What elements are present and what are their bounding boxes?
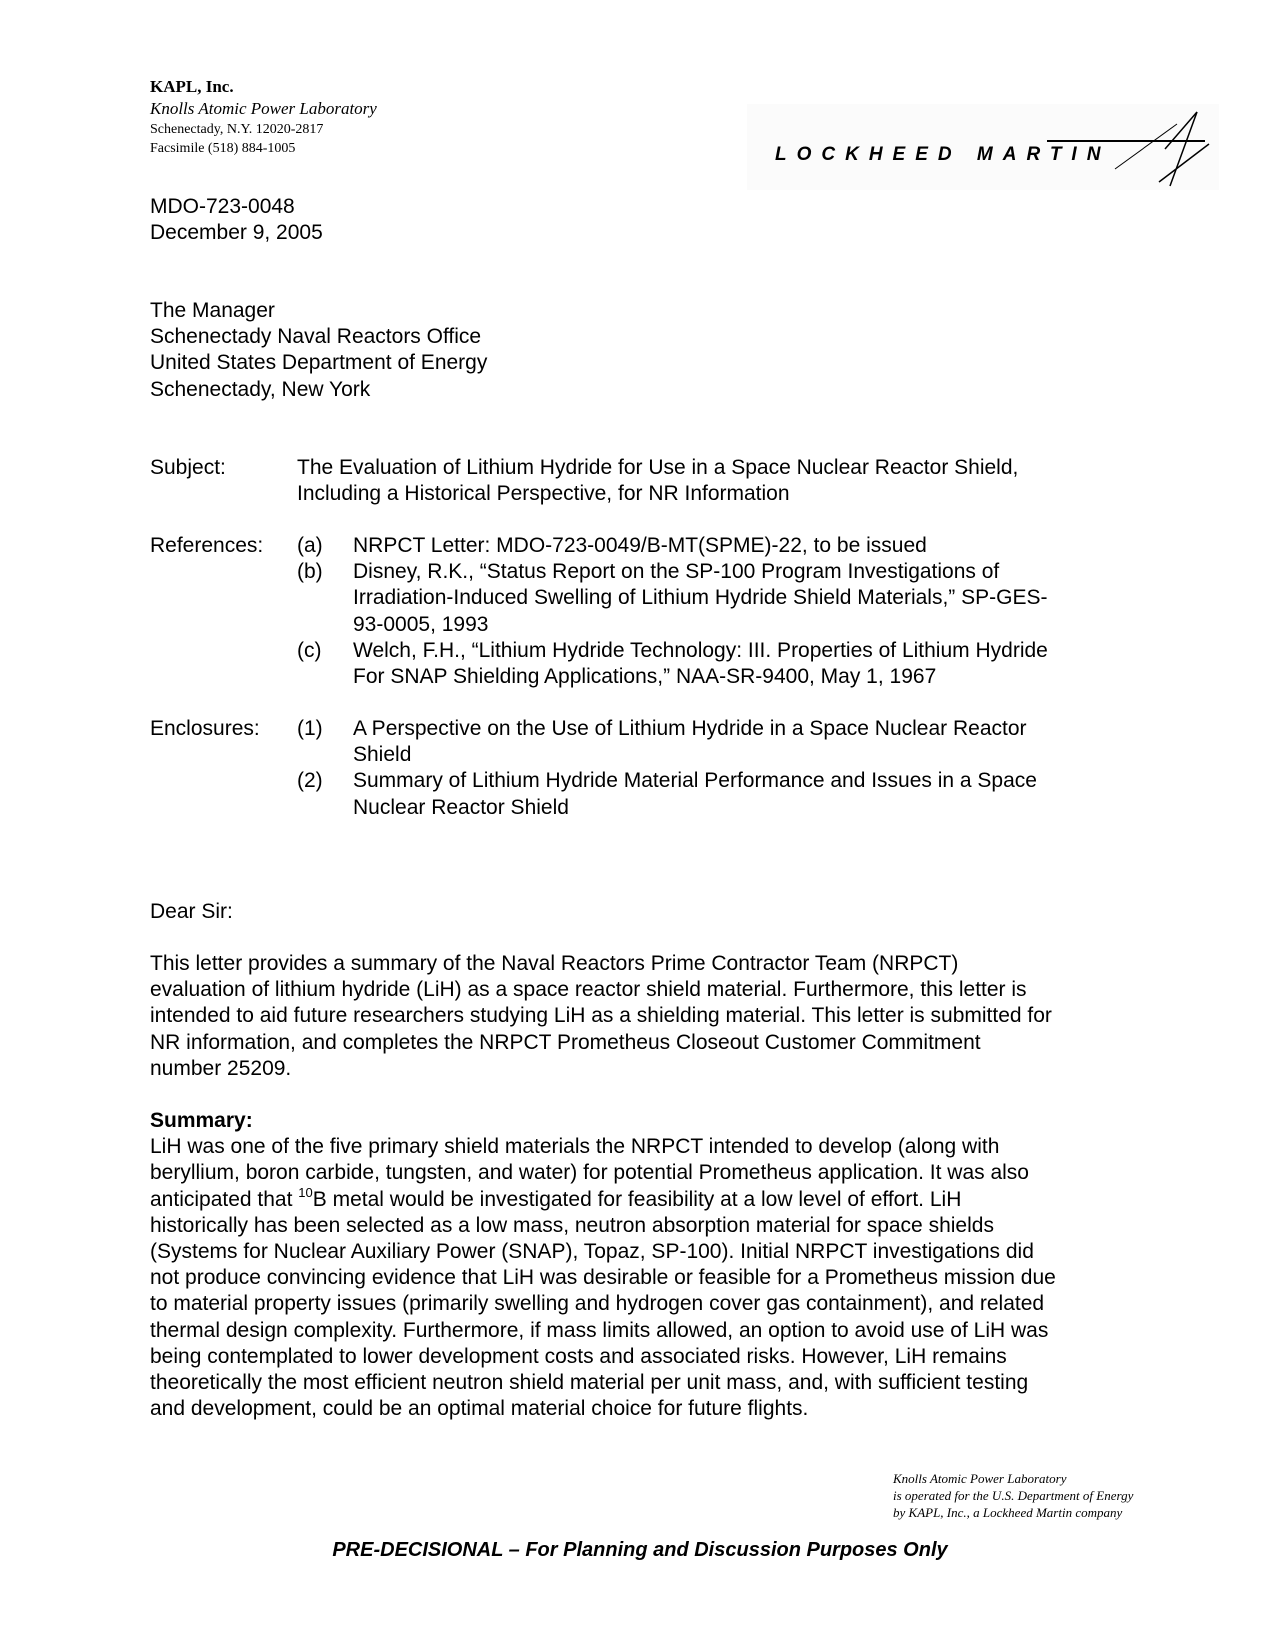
paragraph-line: beryllium, boron carbide, tungsten, and water) for potential Prometheus application. It was also xyxy=(150,1161,1029,1185)
enclosure-number: (2) xyxy=(297,769,323,793)
footer-note-line: by KAPL, Inc., a Lockheed Martin company xyxy=(893,1505,1123,1520)
addressee-line: Schenectady, New York xyxy=(150,377,371,401)
addressee-line: United States Department of Energy xyxy=(150,351,488,375)
paragraph-line: LiH was one of the five primary shield materials the NRPCT intended to develop (along with xyxy=(150,1135,1000,1159)
enclosure-text: Summary of Lithium Hydride Material Performance and Issues in a Space xyxy=(353,769,1037,793)
paragraph-line: NR information, and completes the NRPCT Prometheus Closeout Customer Commitment xyxy=(150,1030,981,1054)
reference-number: (b) xyxy=(297,560,323,584)
addressee-line: Schenectady Naval Reactors Office xyxy=(150,325,482,349)
summary-heading: Summary: xyxy=(150,1109,253,1132)
lockheed-martin-logo xyxy=(747,104,1219,190)
paragraph-line: theoretically the most efficient neutron shield material per unit mass, and, with sufficient testing xyxy=(150,1371,1029,1395)
subject-block xyxy=(150,455,1150,507)
lab-name: Knolls Atomic Power Laboratory xyxy=(150,99,377,118)
reference-item xyxy=(150,559,1150,638)
paragraph-line: (Systems for Nuclear Auxiliary Power (SNAP), Topaz, SP-100). Initial NRPCT investigations did xyxy=(150,1240,1034,1264)
enclosure-text: Shield xyxy=(353,743,412,767)
reference-item xyxy=(150,638,1150,690)
paragraph-line: intended to aid future researchers studying LiH as a shielding material. This letter is submitted for xyxy=(150,1004,1052,1028)
reference-text: 93-0005, 1993 xyxy=(353,612,489,636)
references-block xyxy=(150,533,1150,690)
reference-text: Irradiation-Induced Swelling of Lithium Hydride Shield Materials,” SP-GES- xyxy=(353,586,1048,610)
reference-text: NRPCT Letter: MDO-723-0049/B-MT(SPME)-22, to be issued xyxy=(353,534,927,557)
letterhead xyxy=(150,76,377,158)
reference-text: For SNAP Shielding Applications,” NAA-SR-9400, May 1, 1967 xyxy=(353,665,937,689)
paragraph-line: to material property issues (primarily swelling and hydrogen cover gas containment), and related xyxy=(150,1292,1045,1316)
superscript: 10 xyxy=(298,1184,313,1200)
addressee-line: The Manager xyxy=(150,299,275,322)
footer-note-line: is operated for the U.S. Department of Energy xyxy=(893,1488,1134,1503)
footer-note-line: Knolls Atomic Power Laboratory xyxy=(893,1471,1067,1486)
paragraph-line: This letter provides a summary of the Naval Reactors Prime Contractor Team (NRPCT) xyxy=(150,952,959,975)
summary-section xyxy=(150,1108,1056,1422)
footer-note xyxy=(893,1470,1133,1521)
paragraph-line: being contemplated to lower development costs and associated risks. However, LiH remains xyxy=(150,1344,1007,1368)
enclosure-item xyxy=(150,768,1150,820)
enclosure-number: (1) xyxy=(297,717,323,740)
subject-label: Subject: xyxy=(150,456,226,479)
subject-line: The Evaluation of Lithium Hydride for Use in a Space Nuclear Reactor Shield, xyxy=(297,456,1019,479)
paragraph-line xyxy=(150,1184,1056,1213)
addressee-block xyxy=(150,298,487,403)
enclosure-text: A Perspective on the Use of Lithium Hydride in a Space Nuclear Reactor xyxy=(353,717,1027,740)
text-run: anticipated that xyxy=(150,1187,299,1211)
paragraph-line: evaluation of lithium hydride (LiH) as a space reactor shield material. Furthermore, this letter is xyxy=(150,978,1027,1002)
fax: Facsimile (518) 884-1005 xyxy=(150,141,296,156)
company-name: KAPL, Inc. xyxy=(150,77,234,96)
paragraph-line: and development, could be an optimal material choice for future flights. xyxy=(150,1397,809,1421)
salutation: Dear Sir: xyxy=(150,900,233,923)
enclosures-block xyxy=(150,716,1150,821)
document-date: December 9, 2005 xyxy=(150,221,323,245)
address: Schenectady, N.Y. 12020-2817 xyxy=(150,122,324,137)
reference-number: (c) xyxy=(297,638,322,662)
text-run: B metal would be investigated for feasibility at a low level of effort. LiH xyxy=(312,1187,962,1211)
enclosure-text: Nuclear Reactor Shield xyxy=(353,795,569,819)
pre-decisional-banner: PRE-DECISIONAL – For Planning and Discussion Purposes Only xyxy=(332,1539,948,1561)
paragraph-line: historically has been selected as a low mass, neutron absorption material for space shields xyxy=(150,1213,994,1237)
reference-text: Disney, R.K., “Status Report on the SP-100 Program Investigations of xyxy=(353,560,1000,584)
subject-line: Including a Historical Perspective, for NR Information xyxy=(297,482,790,506)
reference-number: (a) xyxy=(297,534,323,557)
paragraph-line: number 25209. xyxy=(150,1056,292,1080)
enclosures-label: Enclosures: xyxy=(150,717,260,740)
document-number: MDO-723-0048 xyxy=(150,195,295,218)
paragraph-line: not produce convincing evidence that LiH was desirable or feasible for a Prometheus mission due xyxy=(150,1266,1056,1290)
logo-text: LOCKHEED MARTIN xyxy=(775,144,1111,165)
enclosure-item xyxy=(150,716,1150,768)
intro-paragraph xyxy=(150,951,1052,1082)
references-label: References: xyxy=(150,534,264,557)
reference-item xyxy=(150,533,1150,559)
paragraph-line: thermal design complexity. Furthermore, if mass limits allowed, an option to avoid use of LiH was xyxy=(150,1318,1049,1342)
star-icon xyxy=(747,104,1219,190)
reference-text: Welch, F.H., “Lithium Hydride Technology: III. Properties of Lithium Hydride xyxy=(353,638,1048,662)
